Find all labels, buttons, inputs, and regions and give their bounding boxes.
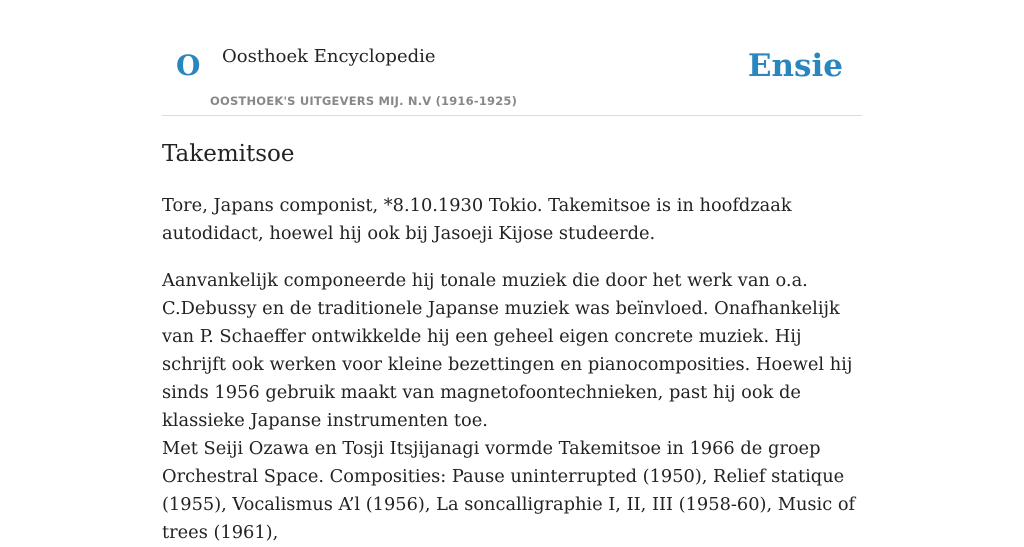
source-header bbox=[162, 0, 862, 116]
article-paragraph-2: Aanvankelijk componeerde hij tonale muziek die door het werk van o.a. C.Debussy en de traditionele Japanse muziek was beïnvloed. Onafhankelijk van P. Schaeffer ontwikkelde hij een geheel eigen concrete muziek. Hij schrijft ook werken voor kleine bezettingen en pianocomposities. Hoewel hij sinds 1956 gebruik maakt van magnetofoontechnieken, past hij ook de klassieke Japanse instrumenten toe. bbox=[162, 270, 853, 431]
source-logo[interactable]: O bbox=[176, 49, 201, 82]
article-title: Takemitsoe bbox=[162, 141, 295, 167]
page bbox=[162, 0, 862, 543]
source-subtitle: OOSTHOEK'S UITGEVERS MIJ. N.V (1916-1925) bbox=[210, 94, 518, 108]
article-paragraph-3: Met Seiji Ozawa en Tosji Itsjijanagi vormde Takemitsoe in 1966 de groep Orchestral Space. Composities: Pause uninterrupted (1950), Relief statique (1955), Vocalismus A’l (1956), La soncalligraphie I, II, III (1958-60), Music of trees (1961), bbox=[162, 438, 856, 543]
article-paragraph-1: Tore, Japans componist, *8.10.1930 Tokio. Takemitsoe is in hoofdzaak autodidact, hoewel hij ook bij Jasoeji Kijose studeerde. bbox=[162, 195, 792, 244]
source-title[interactable]: Oosthoek Encyclopedie bbox=[222, 46, 436, 67]
brand-logo[interactable]: Ensie bbox=[747, 48, 843, 84]
